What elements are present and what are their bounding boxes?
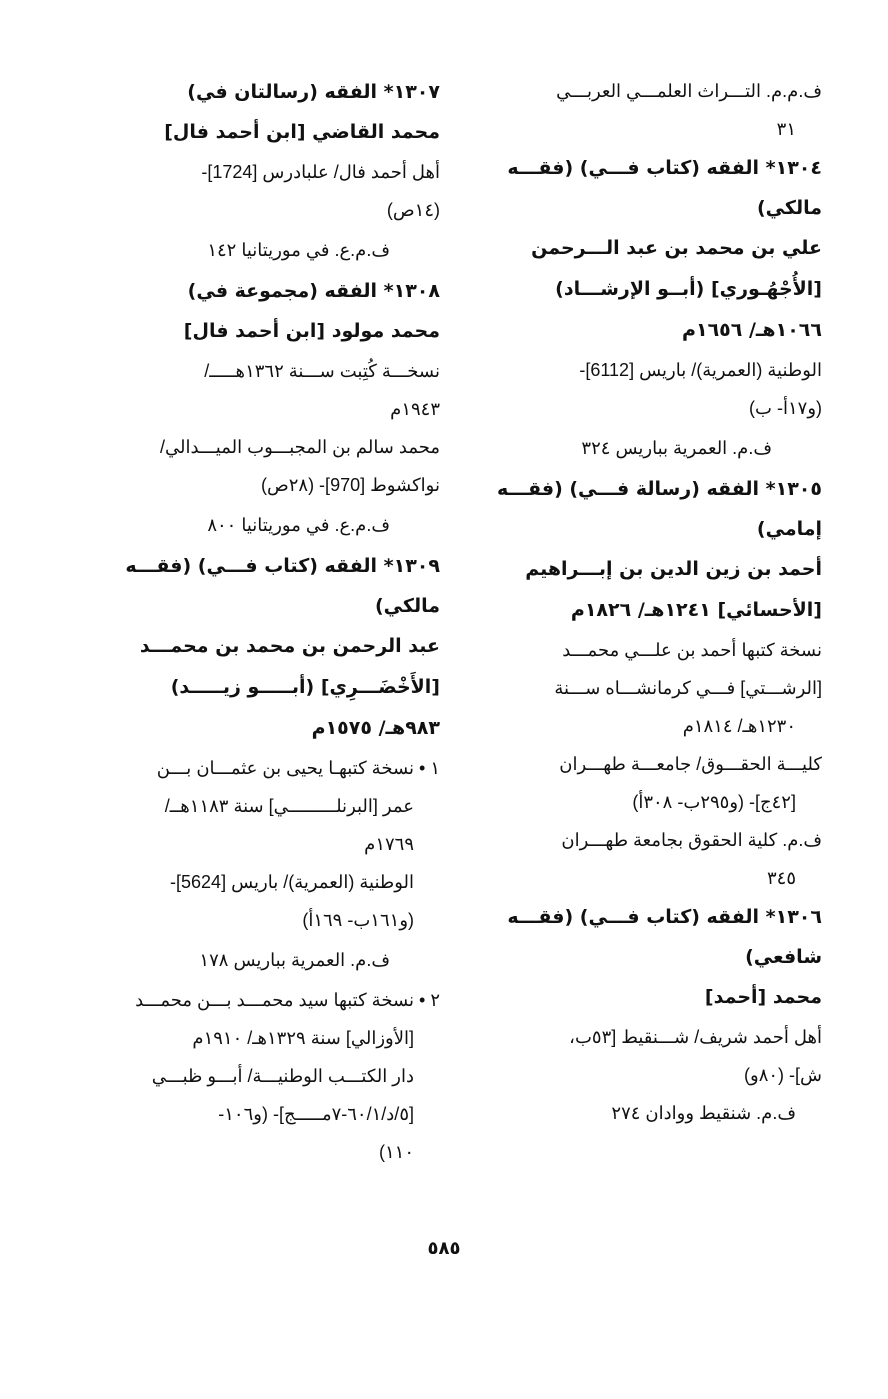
copy-item-location: دار الكتـــب الوطنيـــة/ أبـــو ظبـــي [151, 1066, 414, 1086]
entry-location-cont: [٤٢ج]- (و٢٩٥ب- ٣٠٨أ) [632, 792, 796, 812]
entry-author: علي بن محمد بن عبد الـــرحمن [531, 237, 822, 259]
entry-title: ١٣٠٥* الفقه (رسالة فـــي) (فقـــه [496, 478, 822, 500]
entry-author: محمد مولود [ابن أحمد فال] [183, 320, 440, 342]
entry-author-cont: [الأَخْضَـــرِي] (أبـــــو زيـــــد) [170, 676, 440, 698]
entry-location: أهل أحمد شريف/ شـــنقيط [٥٣ب، [569, 1027, 822, 1047]
entry-location-cont: (١٤ص) [386, 200, 440, 220]
page-number: ٥٨٥ [427, 1238, 461, 1259]
copy-item-line: ١ • نسخة كتبهـا يحيى بن عثمـــان بـــن [156, 758, 440, 778]
copy-item-line: ١٧٦٩م [364, 834, 414, 854]
entry-author-dates: ٩٨٣هـ/ ١٥٧٥م [311, 717, 440, 739]
entry-copy-date: ١٢٣٠هـ/ ١٨١٤م [682, 716, 796, 736]
copy-item-location-cont: [٥/د/٦٠/١-٧مـــــج]- (و١٠٦- [218, 1104, 414, 1124]
entry-reference: ف.م. شنقيط ووادان ٢٧٤ [611, 1103, 796, 1123]
entry-author: أحمد بن زين الدين بن إبـــراهيم [525, 558, 822, 580]
entry-copy-note: نسخـــة كُتِبت ســـنة ١٣٦٢هـــــ/ [204, 361, 440, 381]
copy-item-line: ٢ • نسخة كتبها سيد محمـــد بـــن محمـــد [135, 990, 440, 1010]
entry-title: ١٣٠٩* الفقه (كتاب فـــي) (فقـــه [125, 555, 440, 577]
entry-title: ١٣٠٤* الفقه (كتاب فـــي) (فقـــه [507, 157, 822, 179]
entry-location-cont: نواكشوط [970]- (٢٨ص) [260, 475, 440, 495]
copy-item-location: الوطنية (العمرية)/ باريس [5624]- [170, 872, 414, 892]
entry-title-cont: إمامي) [756, 518, 822, 540]
entry-author: محمد القاضي [ابن أحمد فال] [164, 121, 440, 143]
entry-title: ١٣٠٨* الفقه (مجموعة في) [187, 280, 440, 302]
entry-reference: ف.م.ع. في موريتانيا ١٤٢ [207, 240, 390, 260]
copy-item-line: [الأوزالي] سنة ١٣٢٩هـ/ ١٩١٠م [192, 1028, 414, 1048]
copy-item-reference: ف.م. العمرية بباريس ١٧٨ [199, 950, 390, 970]
continued-reference: ف.م.م. التـــراث العلمـــي العربـــي [556, 81, 822, 101]
entry-location-cont: (و١٧أ- ب) [749, 398, 822, 418]
entry-reference-cont: ٣٤٥ [766, 868, 796, 888]
copy-item-1 [92, 749, 440, 981]
entry-title: ١٣٠٦* الفقه (كتاب فـــي) (فقـــه [507, 906, 822, 928]
entry-author: عبد الرحمن بن محمد بن محمـــد [139, 635, 440, 657]
copy-item-location-cont: ١١٠) [378, 1142, 414, 1162]
entry-location: كليـــة الحقـــوق/ جامعـــة طهـــران [559, 754, 822, 774]
entry-copy-note: نسخة كتبها أحمد بن علـــي محمـــد [562, 640, 822, 660]
entry-author-cont: [الأحسائي] ١٢٤١هـ/ ١٨٢٦م [570, 599, 822, 621]
entry-author-cont: [الأُجْهُـوري] (أبــو الإرشـــاد) [555, 278, 822, 300]
entry-1306 [470, 897, 822, 1132]
entry-reference: ف.م. العمرية بباريس ٣٢٤ [581, 438, 772, 458]
entry-1304 [470, 148, 822, 469]
entry-title-cont: مالكي) [757, 197, 822, 219]
entry-location-cont: ش]- (٨٠و) [744, 1065, 822, 1085]
entry-1308 [92, 271, 440, 546]
entry-location: محمد سالم بن المجبـــوب الميـــدالي/ [160, 437, 440, 457]
entry-reference: ف.م. كلية الحقوق بجامعة طهـــران [561, 830, 822, 850]
continued-reference-number: ٣١ [776, 119, 796, 139]
entry-1309 [92, 546, 440, 1171]
entry-location: أهل أحمد فال/ علبادرس [1724]- [201, 162, 440, 182]
left-column [92, 72, 440, 1171]
entry-title-cont: مالكي) [375, 595, 440, 617]
entry-copy-note-cont: [الرشـــتي] فـــي كرمانشـــاه ســـنة [554, 678, 822, 698]
entry-1307 [92, 72, 440, 271]
entry-copy-date: ١٩٤٣م [390, 399, 440, 419]
entry-1305 [470, 469, 822, 897]
entry-title: ١٣٠٧* الفقه (رسالتان في) [187, 81, 440, 103]
copy-item-location-cont: (و١٦١ب- ١٦٩أ) [302, 910, 414, 930]
copy-item-2 [92, 981, 440, 1171]
entry-author-dates: ١٠٦٦هـ/ ١٦٥٦م [682, 319, 822, 341]
entry-title-cont: شافعي) [745, 946, 822, 968]
entry-reference: ف.م.ع. في موريتانيا ٨٠٠ [207, 515, 390, 535]
right-column [470, 72, 822, 1132]
entry-location: الوطنية (العمرية)/ باريس [6112]- [579, 360, 822, 380]
entry-author: محمد [أحمد] [704, 986, 822, 1008]
copy-item-line: عمر [البرنلـــــــــي] سنة ١١٨٣هــ/ [164, 796, 414, 816]
